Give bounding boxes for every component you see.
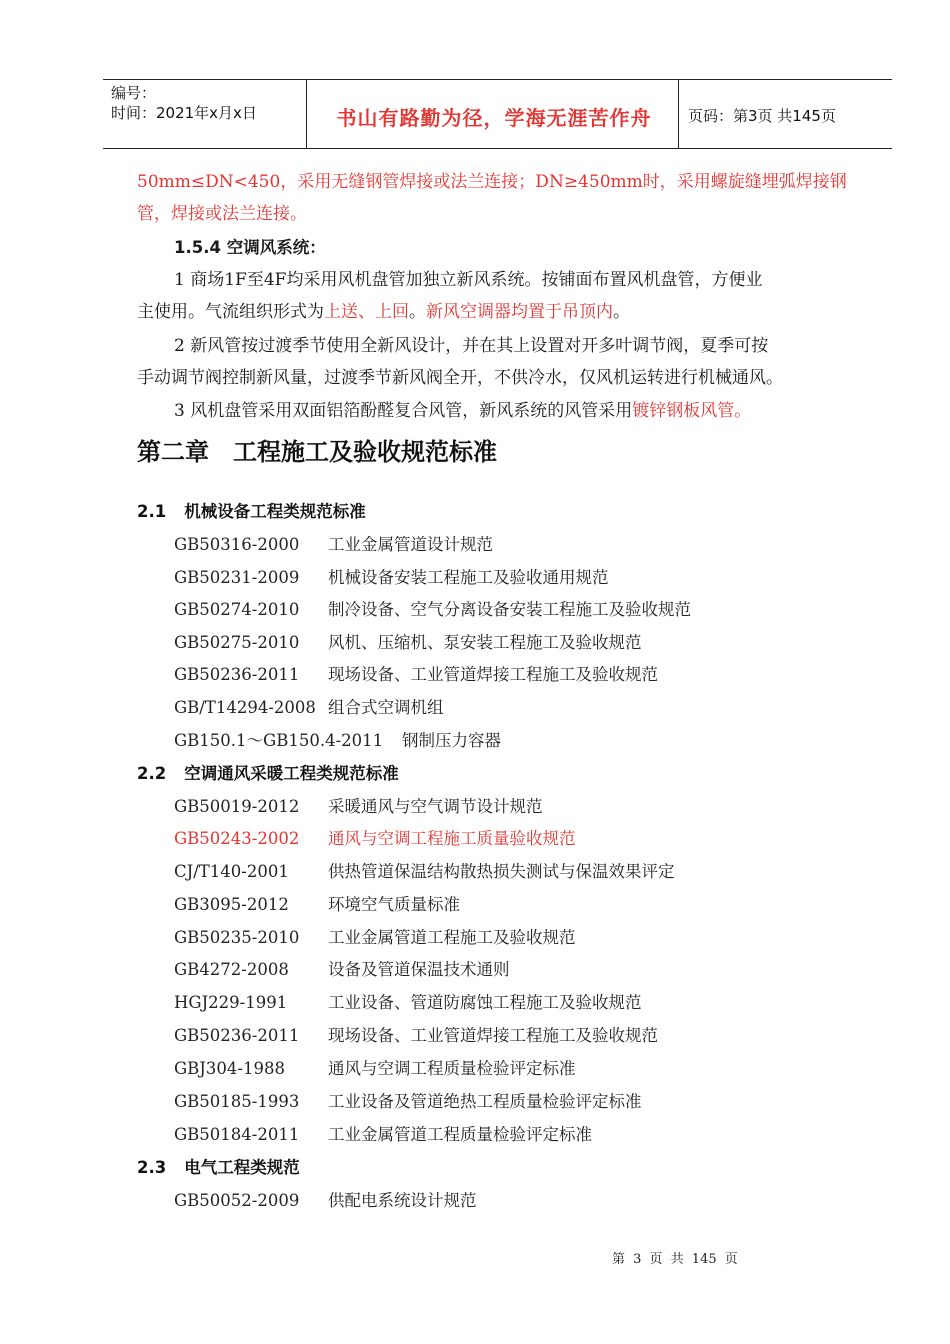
subsection-heading: 1.5.4 空调风系统： [174, 238, 326, 257]
text-run: 。 [613, 302, 630, 322]
standard-item [174, 596, 691, 620]
standard-name: 工业金属管道工程施工及验收规范 [328, 928, 576, 947]
standard-name: 现场设备、工业管道焊接工程施工及验收规范 [328, 665, 658, 684]
standard-item [174, 629, 642, 653]
standard-code: GB50274-2010 [174, 600, 300, 619]
section-number: 2.1 [137, 502, 167, 521]
section-heading [137, 1154, 300, 1178]
standard-code: GB50236-2011 [174, 665, 300, 684]
standard-item [174, 858, 675, 882]
paragraph-line: 1 商场1F至4F均采用风机盘管加独立新风系统。按铺面布置风机盘管，方便业 [174, 270, 763, 290]
standard-code: GB50316-2000 [174, 535, 300, 554]
document-time-label: 时间：2021年x月x日 [111, 104, 257, 122]
standard-code: GB50235-2010 [174, 928, 300, 947]
section-number: 2.3 [137, 1158, 167, 1177]
standard-item [174, 1187, 477, 1211]
standard-item [174, 793, 543, 817]
paragraph-line [174, 399, 751, 423]
standard-code: GB50236-2011 [174, 1026, 300, 1045]
standard-code: GB4272-2008 [174, 960, 289, 979]
text-run: 。 [409, 302, 426, 322]
section-number: 2.2 [137, 764, 167, 783]
standard-code: HGJ229-1991 [174, 993, 288, 1012]
standard-name: 制冷设备、空气分离设备安装工程施工及验收规范 [328, 600, 691, 619]
paragraph-line [137, 300, 630, 324]
standard-item [174, 661, 658, 685]
standard-code: GB50019-2012 [174, 797, 300, 816]
standard-name: 机械设备安装工程施工及验收通用规范 [328, 568, 609, 587]
page-header [103, 79, 892, 149]
standard-name: 供热管道保温结构散热损失测试与保温效果评定 [328, 862, 675, 881]
standard-item [174, 989, 642, 1013]
standard-code: GB50184-2011 [174, 1125, 300, 1144]
standard-item [174, 891, 460, 915]
standard-item [174, 1088, 642, 1112]
page-footer: 第 3 页 共 145 页 [612, 1252, 738, 1267]
section-heading [137, 498, 366, 522]
chapter-number: 第二章 [137, 438, 209, 466]
header-motto: 书山有路勤为径，学海无涯苦作舟 [336, 106, 652, 130]
standard-name: 通风与空调工程施工质量验收规范 [328, 829, 576, 848]
chapter-heading [137, 432, 497, 467]
standard-name: 风机、压缩机、泵安装工程施工及验收规范 [328, 633, 642, 652]
section-title: 机械设备工程类规范标准 [184, 502, 366, 521]
standard-item [174, 727, 501, 751]
header-divider [306, 80, 307, 148]
highlight-text: 新风空调器均置于吊顶内 [426, 302, 613, 322]
header-page-number: 页码：第3页 共145页 [688, 107, 836, 125]
standard-code: GB50231-2009 [174, 568, 300, 587]
intro-line: 管，焊接或法兰连接。 [137, 204, 307, 224]
header-meta [111, 83, 257, 123]
standard-code: GB50052-2009 [174, 1191, 300, 1210]
standard-item [174, 1055, 576, 1079]
document-number-label: 编号： [111, 84, 157, 102]
standard-name: 环境空气质量标准 [328, 895, 460, 914]
paragraph-line: 手动调节阀控制新风量，过渡季节新风阀全开，不供冷水，仅风机运转进行机械通风。 [137, 368, 783, 388]
standard-code: GB50243-2002 [174, 829, 300, 848]
text-run: 主使用。气流组织形式为 [137, 302, 324, 322]
standard-item-highlighted [174, 825, 576, 849]
standard-code: GB50185-1993 [174, 1092, 300, 1111]
standard-name: 通风与空调工程质量检验评定标准 [328, 1059, 576, 1078]
standard-name: 工业设备、管道防腐蚀工程施工及验收规范 [328, 993, 642, 1012]
standard-code: GB3095-2012 [174, 895, 289, 914]
standard-name: 工业设备及管道绝热工程质量检验评定标准 [328, 1092, 642, 1111]
highlight-text: 镀锌钢板风管。 [632, 401, 752, 421]
standard-item [174, 531, 493, 555]
standard-name: 现场设备、工业管道焊接工程施工及验收规范 [328, 1026, 658, 1045]
standard-name: 工业金属管道设计规范 [328, 535, 493, 554]
standard-code: GB150.1～GB150.4-2011 [174, 731, 384, 750]
section-title: 电气工程类规范 [184, 1158, 300, 1177]
standard-code: GBJ304-1988 [174, 1059, 285, 1078]
standard-item [174, 924, 576, 948]
standard-name: 组合式空调机组 [328, 698, 444, 717]
standard-code: CJ/T140-2001 [174, 862, 289, 881]
intro-line: 50mm≤DN<450，采用无缝钢管焊接或法兰连接；DN≥450mm时，采用螺旋缝埋弧焊接钢 [137, 172, 847, 192]
standard-item [174, 1022, 658, 1046]
standard-name: 钢制压力容器 [402, 731, 501, 750]
text-run: 3 风机盘管采用双面铝箔酚醛复合风管，新风系统的风管采用 [174, 401, 633, 421]
highlight-text: 上送、上回 [324, 302, 409, 322]
standard-name: 工业金属管道工程质量检验评定标准 [328, 1125, 592, 1144]
standard-name: 设备及管道保温技术通则 [328, 960, 510, 979]
header-divider [678, 80, 679, 148]
section-heading [137, 760, 399, 784]
paragraph-line: 2 新风管按过渡季节使用全新风设计，并在其上设置对开多叶调节阀，夏季可按 [174, 336, 769, 356]
chapter-title: 工程施工及验收规范标准 [233, 438, 497, 466]
standard-item [174, 956, 510, 980]
section-title: 空调通风采暖工程类规范标准 [184, 764, 399, 783]
standard-name: 供配电系统设计规范 [328, 1191, 477, 1210]
standard-item [174, 694, 444, 718]
standard-item [174, 1121, 592, 1145]
standard-item [174, 564, 609, 588]
standard-name: 采暖通风与空气调节设计规范 [328, 797, 543, 816]
standard-code: GB/T14294-2008 [174, 698, 316, 717]
standard-code: GB50275-2010 [174, 633, 300, 652]
